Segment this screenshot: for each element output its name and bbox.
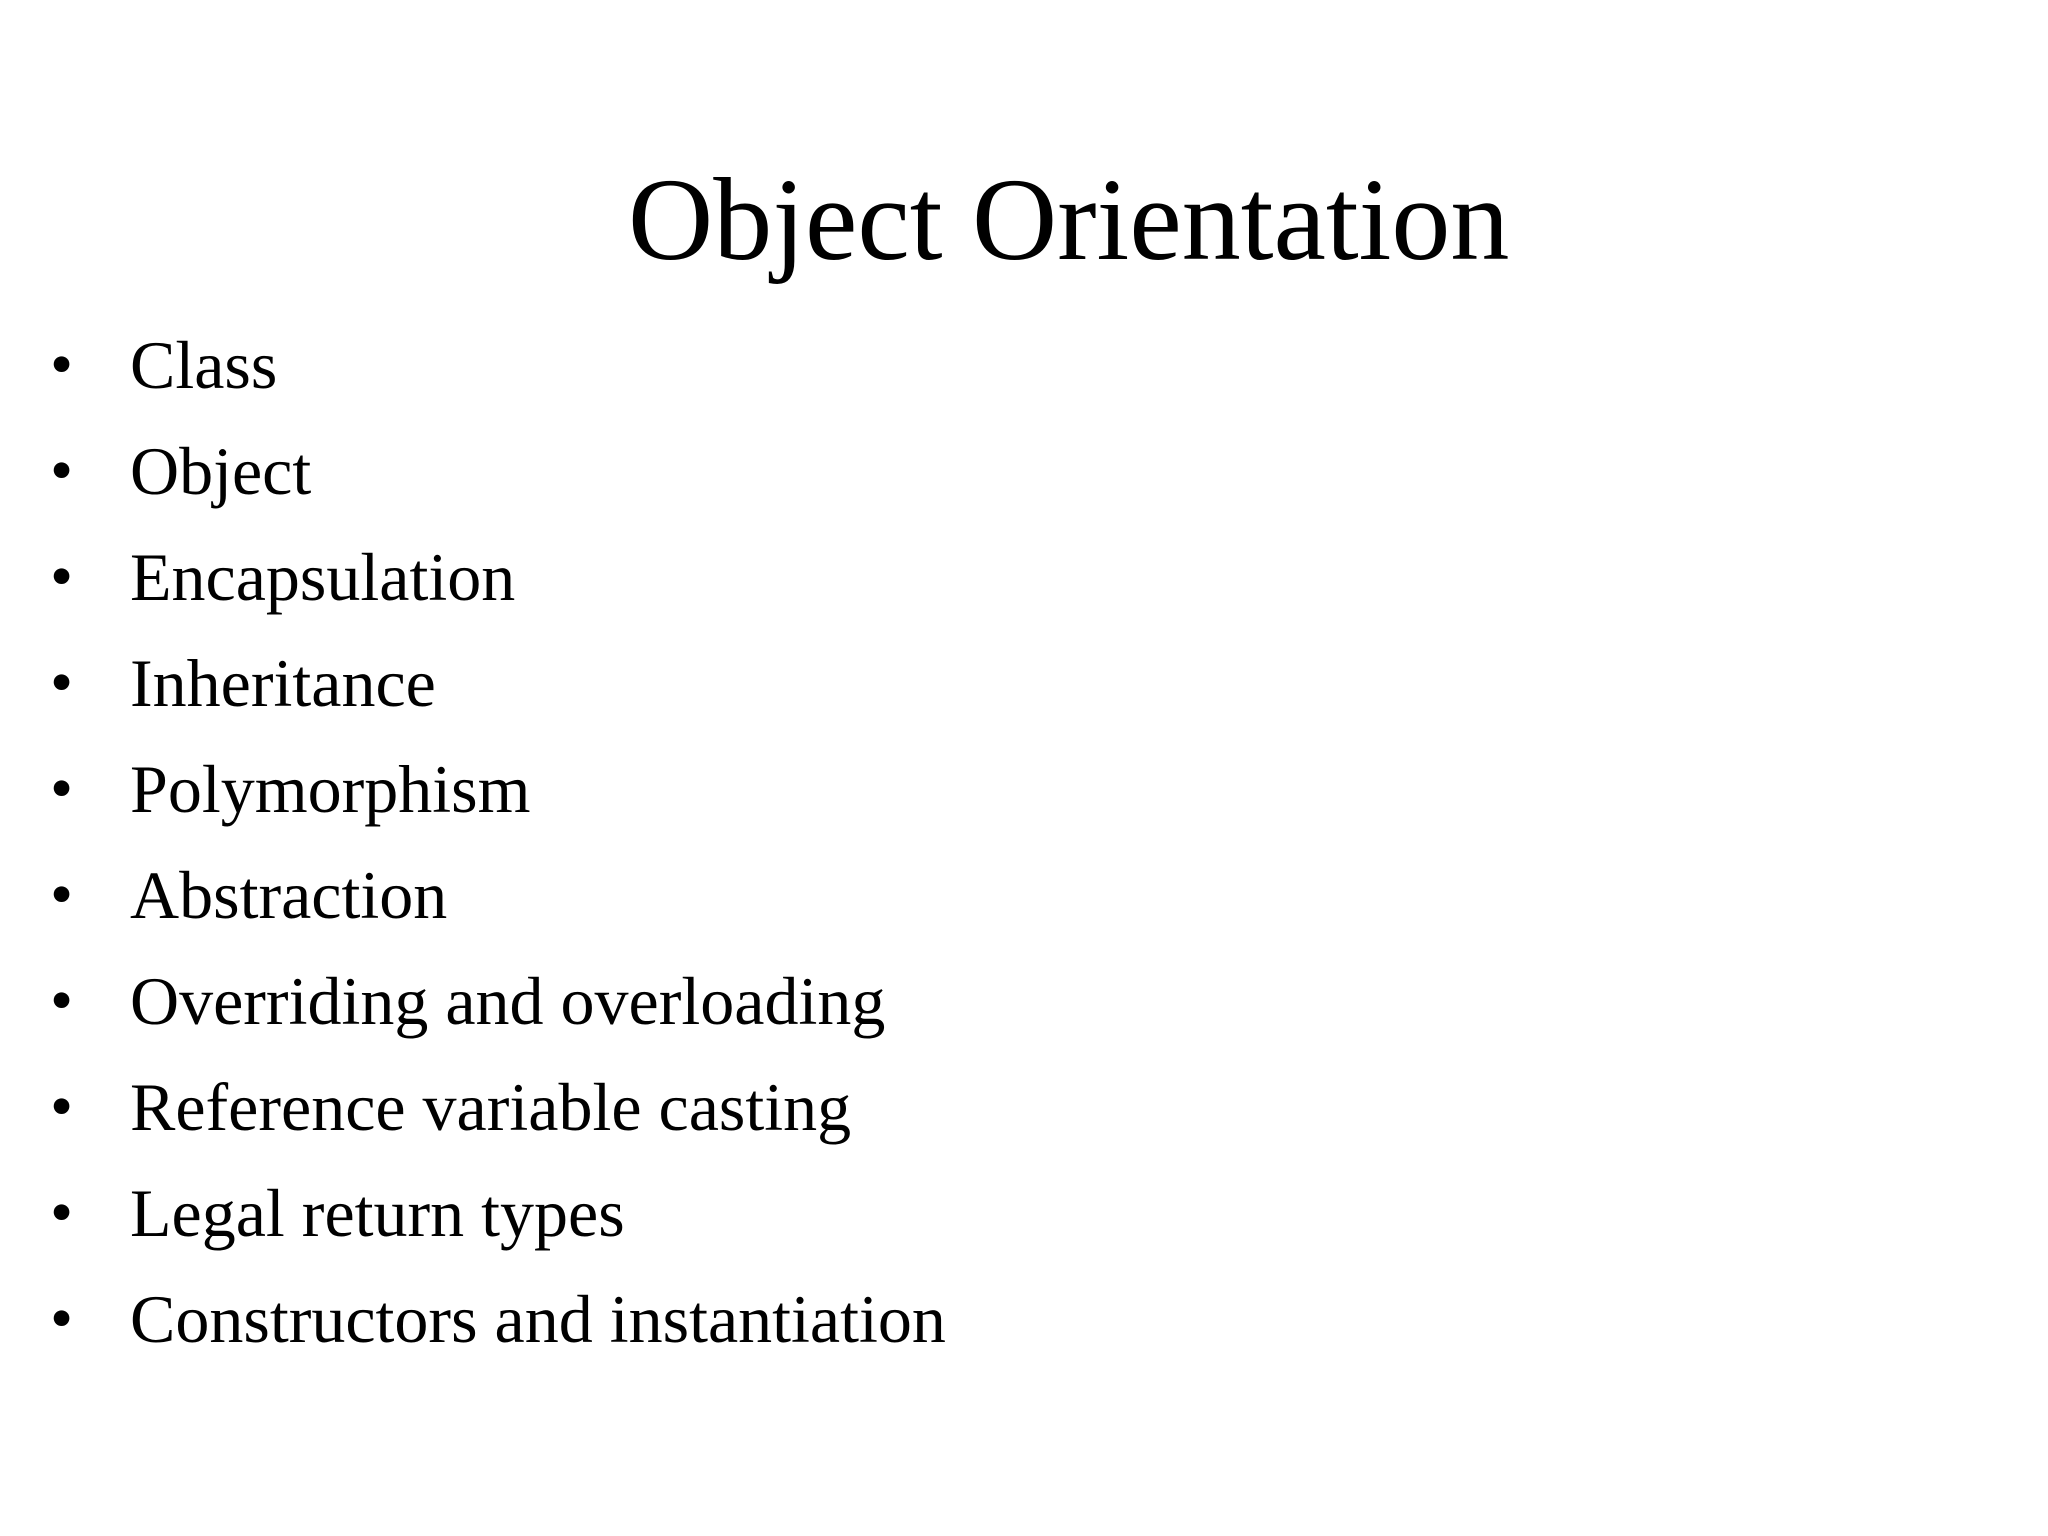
list-item-label: Abstraction — [130, 857, 448, 933]
bullet-list — [50, 312, 1450, 1372]
list-item — [50, 736, 1450, 842]
bullet-icon: • — [50, 434, 74, 507]
bullet-icon: • — [50, 1282, 74, 1355]
list-item — [50, 1160, 1450, 1266]
slide-title: Object Orientation — [628, 154, 1510, 285]
list-item-label: Constructors and instantiation — [130, 1281, 946, 1357]
list-item — [50, 948, 1450, 1054]
list-item-label: Class — [130, 327, 278, 403]
bullet-icon: • — [50, 328, 74, 401]
list-item — [50, 1266, 1450, 1372]
list-item-label: Encapsulation — [130, 539, 516, 615]
list-item — [50, 524, 1450, 630]
list-item — [50, 312, 1450, 418]
bullet-icon: • — [50, 858, 74, 931]
bullet-icon: • — [50, 964, 74, 1037]
list-item-label: Object — [130, 433, 312, 509]
list-item-label: Legal return types — [130, 1175, 625, 1251]
bullet-icon: • — [50, 646, 74, 719]
list-item-label: Reference variable casting — [130, 1069, 852, 1145]
list-item-label: Inheritance — [130, 645, 436, 721]
list-item — [50, 418, 1450, 524]
bullet-icon: • — [50, 1070, 74, 1143]
list-item — [50, 630, 1450, 736]
list-item — [50, 1054, 1450, 1160]
list-item-label: Overriding and overloading — [130, 963, 886, 1039]
bullet-icon: • — [50, 1176, 74, 1249]
list-item — [50, 842, 1450, 948]
bullet-icon: • — [50, 540, 74, 613]
bullet-icon: • — [50, 752, 74, 825]
list-item-label: Polymorphism — [130, 751, 531, 827]
